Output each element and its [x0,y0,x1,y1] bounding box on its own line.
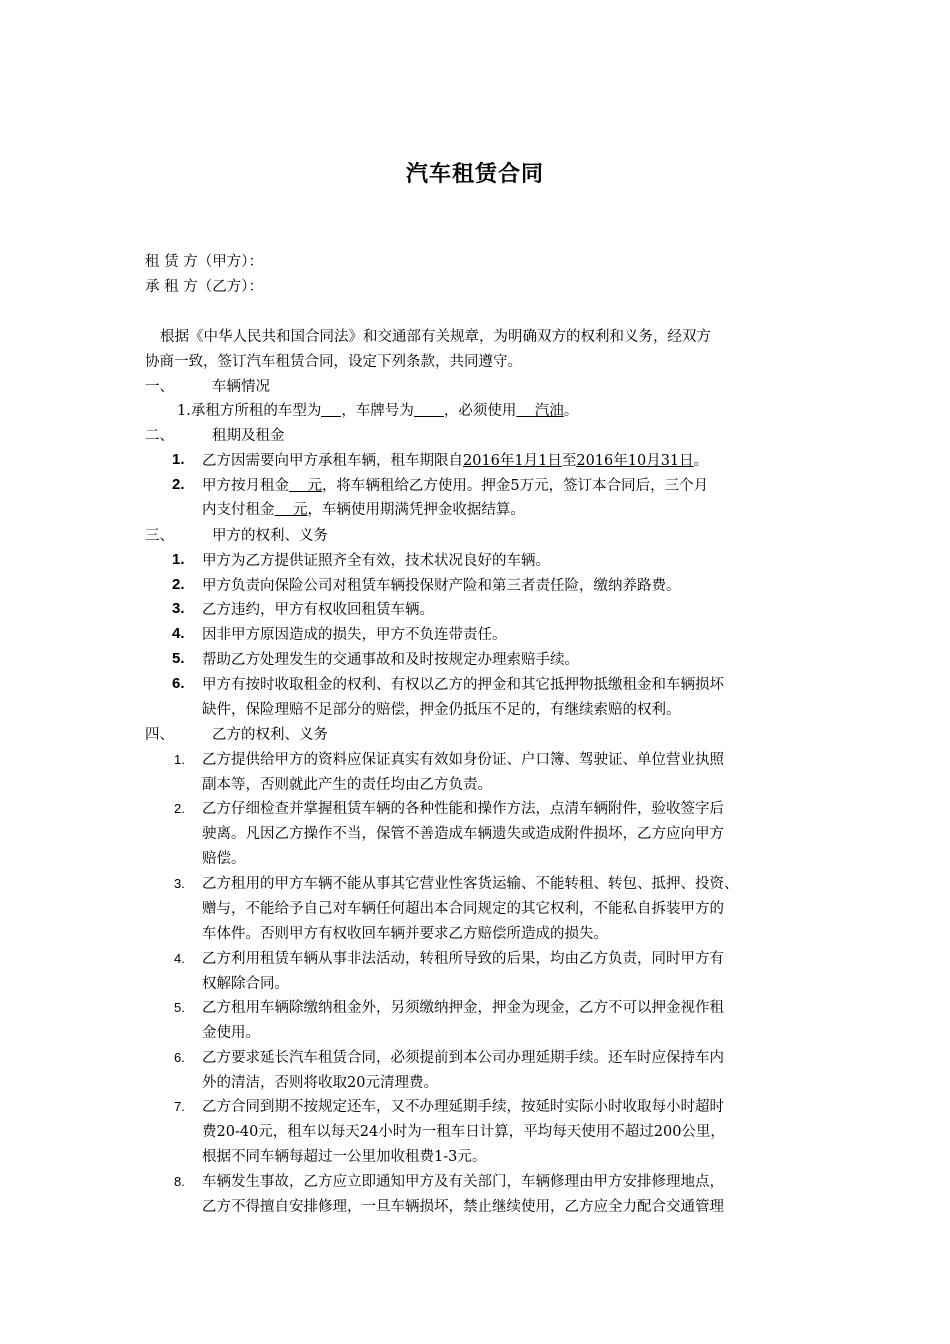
list-item: 帮助乙方处理发生的交通事故和及时按规定办理索赔手续。 [202,652,579,668]
list-item: 乙方违约，甲方有权收回租赁车辆。 [202,602,434,618]
list-item-cont: 根据不同车辆每超过一公里加收租费1-3元。 [202,1149,487,1165]
list-item: 乙方合同到期不按规定还车，又不办理延期手续，按延时实际小时收取每小时超时 [202,1099,724,1115]
rent-payment-blank: 元 [292,502,308,518]
preamble-line-2: 协商一致，签订汽车租赁合同，设定下列条款，共同遵守。 [145,354,522,370]
list-number: 2. [172,476,185,493]
list-item-cont: 赠与，不能给予自己对车辆任何超出本合同规定的其它权利，不能私自拆装甲方的 [202,901,724,917]
section-2-heading: 租期及租金 [212,428,285,444]
blank-plate-number [414,402,444,417]
list-item: 因非甲方原因造成的损失，甲方不负连带责任。 [202,627,507,643]
list-item: 甲方有按时收取租金的权利、有权以乙方的押金和其它抵押物抵缴租金和车辆损坏 [202,677,724,693]
list-number: 6. [174,1050,185,1065]
list-item-cont: 副本等，否则就此产生的责任均由乙方负责。 [202,777,492,793]
list-number: 2. [172,576,185,593]
section-1-number: 一、 [145,379,174,395]
lessor-line: 租 赁 方（甲方）： [145,254,263,270]
list-number: 4. [174,951,185,966]
list-item: 乙方租用的甲方车辆不能从事其它营业性客货运输、不能转租、转包、抵押、投资、 [202,876,739,892]
list-number: 5. [174,1000,185,1015]
monthly-rent-blank: 元 [307,478,322,494]
list-item: 乙方提供给甲方的资料应保证真实有效如身份证、户口簿、驾驶证、单位营业执照 [202,752,724,768]
list-number: 8. [174,1174,185,1189]
list-item-cont: 外的清洁，否则将收取20元清理费。 [202,1075,438,1091]
list-item: 乙方因需要向甲方承租车辆，租车期限自2016年1月1日至2016年10月31日。 [202,453,709,469]
list-item-cont: 赔偿。 [202,851,246,867]
list-number: 1. [174,752,185,767]
section-3-heading: 甲方的权利、义务 [212,528,328,544]
lease-end-date: 2016年10月31日 [576,453,694,469]
list-item: 甲方为乙方提供证照齐全有效，技术状况良好的车辆。 [202,553,550,569]
section-4-number: 四、 [145,727,174,743]
list-item: 乙方要求延长汽车租赁合同，必须提前到本公司办理延期手续。还车时应保持车内 [202,1050,724,1066]
list-number: 2. [174,801,185,816]
list-item: 乙方仔细检查并掌握租赁车辆的各种性能和操作方法，点清车辆附件，验收签字后 [202,801,724,817]
list-number: 4. [172,625,185,642]
blank-car-model [321,402,341,417]
section-1-heading: 车辆情况 [212,379,270,395]
preamble-line-1: 根据《中华人民共和国合同法》和交通部有关规章，为明确双方的权利和义务，经双方 [160,329,711,345]
list-item: 乙方利用租赁车辆从事非法活动，转租所导致的后果，均由乙方负责，同时甲方有 [202,951,724,967]
list-item-cont: 缺件，保险理赔不足部分的赔偿，押金仍抵压不足的，有继续索赔的权利。 [202,702,681,718]
list-number: 3. [172,600,185,617]
section-3-number: 三、 [145,528,174,544]
list-item-cont: 乙方不得擅自安排修理，一旦车辆损坏，禁止继续使用，乙方应全力配合交通管理 [202,1199,724,1215]
list-number: 6. [172,675,185,692]
list-item-cont: 费20-40元，租车以每天24小时为一租车日计算，平均每天使用不超过200公里， [202,1124,725,1140]
fuel-type: 汽油 [534,403,564,419]
section-1-item: 1.承租方所租的车型为 ，车牌号为 ，必须使用 汽油。 [177,403,579,419]
list-item-cont: 驶离。凡因乙方操作不当，保管不善造成车辆遗失或造成附件损坏，乙方应向甲方 [202,826,724,842]
list-item-cont: 内支付租金 元，车辆使用期满凭押金收据结算。 [202,502,525,518]
section-2-number: 二、 [145,428,174,444]
list-number: 5. [172,650,185,667]
list-item: 甲方负责向保险公司对租赁车辆投保财产险和第三者责任险，缴纳养路费。 [202,578,681,594]
list-item-cont: 车体件。否则甲方有权收回车辆并要求乙方赔偿所造成的损失。 [202,926,608,942]
section-4-heading: 乙方的权利、义务 [212,727,328,743]
list-item-cont: 金使用。 [202,1025,260,1041]
list-item-cont: 权解除合同。 [202,976,289,992]
list-item: 车辆发生事故，乙方应立即通知甲方及有关部门，车辆修理由甲方安排修理地点， [202,1174,724,1190]
list-number: 1. [172,551,185,568]
lease-start-date: 2016年1月1日 [463,453,562,469]
list-item: 甲方按月租金 元，将车辆租给乙方使用。押金5万元，签订本合同后，三个月 [202,478,709,494]
lessee-line: 承 租 方（乙方）： [145,279,263,295]
list-item: 乙方租用车辆除缴纳租金外，另须缴纳押金，押金为现金，乙方不可以押金视作租 [202,1000,724,1016]
list-number: 3. [174,876,185,891]
list-number: 1. [172,451,185,468]
list-number: 7. [174,1099,185,1114]
document-title: 汽车租赁合同 [405,162,544,187]
